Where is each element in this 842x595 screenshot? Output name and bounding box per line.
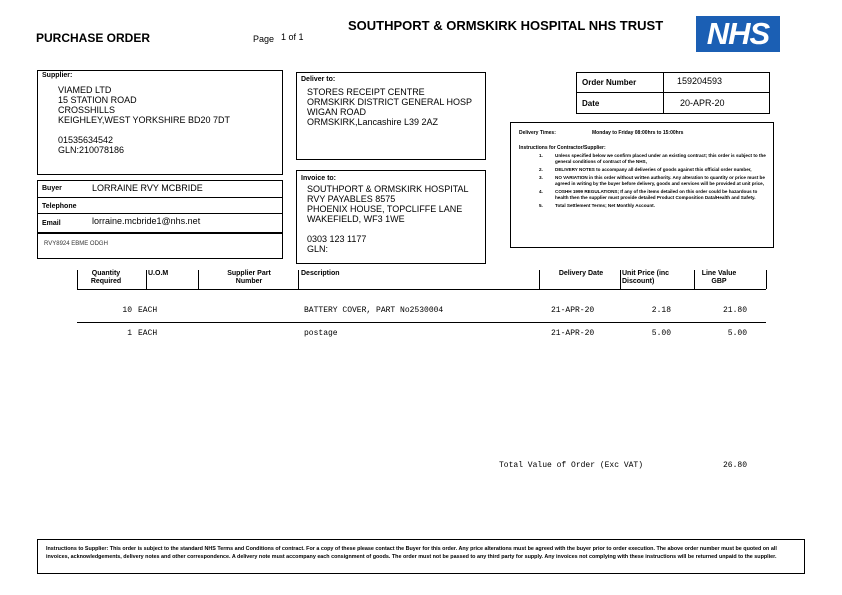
row-quantity: 1	[127, 329, 132, 338]
row-description: postage	[304, 329, 338, 338]
delivery-times-value: Monday to Friday 08:00hrs to 15:00hrs	[592, 130, 684, 136]
nhs-logo: NHS	[696, 16, 780, 52]
page-number: 1 of 1	[281, 32, 304, 42]
supplier-address-line: KEIGHLEY,WEST YORKSHIRE BD20 7DT	[58, 115, 231, 125]
instruction-number: 4.	[539, 189, 543, 194]
order-date-label: Date	[582, 99, 600, 108]
divider	[298, 270, 299, 289]
supplier-address-line: CROSSHILLS	[58, 105, 116, 115]
invoice-to-line: RVY PAYABLES 8575	[307, 194, 396, 204]
row-delivery-date: 21-APR-20	[551, 306, 595, 315]
divider	[577, 92, 769, 93]
buyer-label: Buyer	[42, 185, 62, 192]
divider	[539, 270, 540, 289]
row-uom: EACH	[138, 306, 158, 315]
buyer-reference: RVY8924 EBME ODGH	[44, 241, 108, 247]
instruction-item	[519, 167, 769, 173]
supplier-address	[58, 85, 230, 155]
row-description: BATTERY COVER, PART No2530004	[304, 306, 444, 315]
deliver-to-label: Deliver to:	[301, 76, 336, 83]
total-value: 26.80	[722, 461, 747, 470]
divider	[77, 322, 766, 323]
row-uom: EACH	[138, 329, 158, 338]
instruction-text: DELIVERY NOTES to accompany all deliveries of goods against this official order number,	[555, 167, 752, 172]
row-line-value: 5.00	[727, 329, 747, 338]
page-label: Page	[253, 34, 275, 44]
deliver-to-box	[296, 72, 486, 160]
telephone-label: Telephone	[42, 203, 77, 210]
trust-name: SOUTHPORT & ORMSKIRK HOSPITAL NHS TRUST	[348, 18, 664, 33]
supplier-box	[37, 70, 283, 175]
invoice-to-label: Invoice to:	[301, 175, 337, 182]
total-label: Total Value of Order (Exc VAT)	[499, 461, 644, 470]
deliver-to-line: STORES RECEIPT CENTRE	[307, 87, 425, 97]
instruction-item	[519, 189, 769, 201]
table-row	[77, 306, 766, 316]
divider	[77, 289, 766, 290]
col-header-quantity: Quantity Required	[90, 270, 122, 285]
buyer-value: LORRAINE RVY MCBRIDE	[92, 183, 203, 193]
instruction-text: COSHH 1999 REGULATIONS; If any of the items detailed on this order could be hazardous to health then the supplier must provide detailed Product Composition Data/Health and Safety.	[555, 189, 758, 200]
email-value: lorraine.mcbride1@nhs.net	[92, 216, 201, 226]
instructions-title: Instructions for Contractor/Supplier:	[519, 145, 606, 151]
deliver-to-line: ORMSKIRK,Lancashire L39 2AZ	[307, 117, 439, 127]
divider	[766, 270, 767, 289]
supplier-label: Supplier:	[42, 72, 73, 79]
invoice-to-address	[307, 184, 469, 254]
col-header-unit-price: Unit Price (inc Discount)	[622, 270, 670, 285]
col-header-description: Description	[301, 270, 340, 277]
col-header-uom: U.O.M	[148, 270, 169, 277]
order-number-value: 159204593	[677, 76, 723, 86]
footer-box	[37, 539, 805, 574]
buyer-box	[37, 180, 283, 233]
invoice-to-line: SOUTHPORT & ORMSKIRK HOSPITAL	[307, 184, 469, 194]
col-header-supplier-part: Supplier Part Number	[227, 270, 271, 285]
row-unit-price: 2.18	[651, 306, 671, 315]
col-header-line-value: Line Value GBP	[701, 270, 737, 285]
instruction-text: Total Settlement Terms; Net Monthly Account.	[555, 203, 655, 208]
row-line-value: 21.80	[722, 306, 747, 315]
deliver-to-address	[307, 87, 472, 127]
divider	[38, 213, 282, 214]
instruction-item	[519, 175, 769, 187]
delivery-times-label: Delivery Times:	[519, 130, 556, 136]
order-info-box	[576, 72, 770, 114]
instruction-number: 1.	[539, 153, 543, 158]
row-quantity: 10	[122, 306, 132, 315]
row-unit-price: 5.00	[651, 329, 671, 338]
table-row	[77, 329, 766, 339]
invoice-to-line: WAKEFIELD, WF3 1WE	[307, 214, 405, 224]
col-header-delivery-date: Delivery Date	[558, 270, 604, 277]
divider	[38, 197, 282, 198]
reference-box	[37, 233, 283, 259]
document-title: PURCHASE ORDER	[36, 31, 151, 45]
row-delivery-date: 21-APR-20	[551, 329, 595, 338]
divider	[620, 270, 621, 289]
instruction-number: 2.	[539, 167, 543, 172]
supplier-gln: GLN:210078186	[58, 145, 125, 155]
instruction-number: 3.	[539, 175, 543, 180]
instruction-text: NO VARIATION in this order without written authority. Any alteration to quantity or price must be agreed in writing by the buyer before delivery, goods and services will be provided at unit price,	[555, 175, 765, 186]
deliver-to-line: ORMSKIRK DISTRICT GENERAL HOSP	[307, 97, 473, 107]
instructions-list	[519, 153, 769, 209]
order-date-value: 20-APR-20	[680, 98, 725, 108]
invoice-to-phone: 0303 123 1177	[307, 234, 367, 244]
instruction-number: 5.	[539, 203, 543, 208]
divider	[146, 270, 147, 289]
order-number-label: Order Number	[582, 78, 637, 87]
supplier-address-line: 15 STATION ROAD	[58, 95, 137, 105]
instruction-item	[519, 203, 769, 209]
email-label: Email	[42, 220, 61, 227]
supplier-phone: 01535634542	[58, 135, 114, 145]
divider	[198, 270, 199, 289]
supplier-address-line: VIAMED LTD	[58, 85, 112, 95]
instruction-text: Unless specified below we confirm placed under an existing contract; this order is subject to the general conditions of contract of the NHS,	[555, 153, 766, 164]
instruction-item	[519, 153, 769, 165]
invoice-to-line: PHOENIX HOUSE, TOPCLIFFE LANE	[307, 204, 463, 214]
footer-instructions: Instructions to Supplier: This order is subject to the standard NHS Terms and Conditions of contract. For a copy of these please contact the Buyer for this order. Any price alterations must be agreed with the buyer prior to order execution. The above order number must be quoted on all invoices, acknowledgements, delivery notes and other correspondence. A delivery note must accompany each consignment of goods. The order must not be passed to any third party for supply. Any invoices not complying with these instructions will be returned unpaid to the supplier.	[46, 546, 777, 560]
supplier-instructions-box	[510, 122, 774, 248]
invoice-to-box	[296, 170, 486, 264]
invoice-to-gln: GLN:	[307, 244, 329, 254]
divider	[663, 73, 664, 113]
deliver-to-line: WIGAN ROAD	[307, 107, 367, 117]
